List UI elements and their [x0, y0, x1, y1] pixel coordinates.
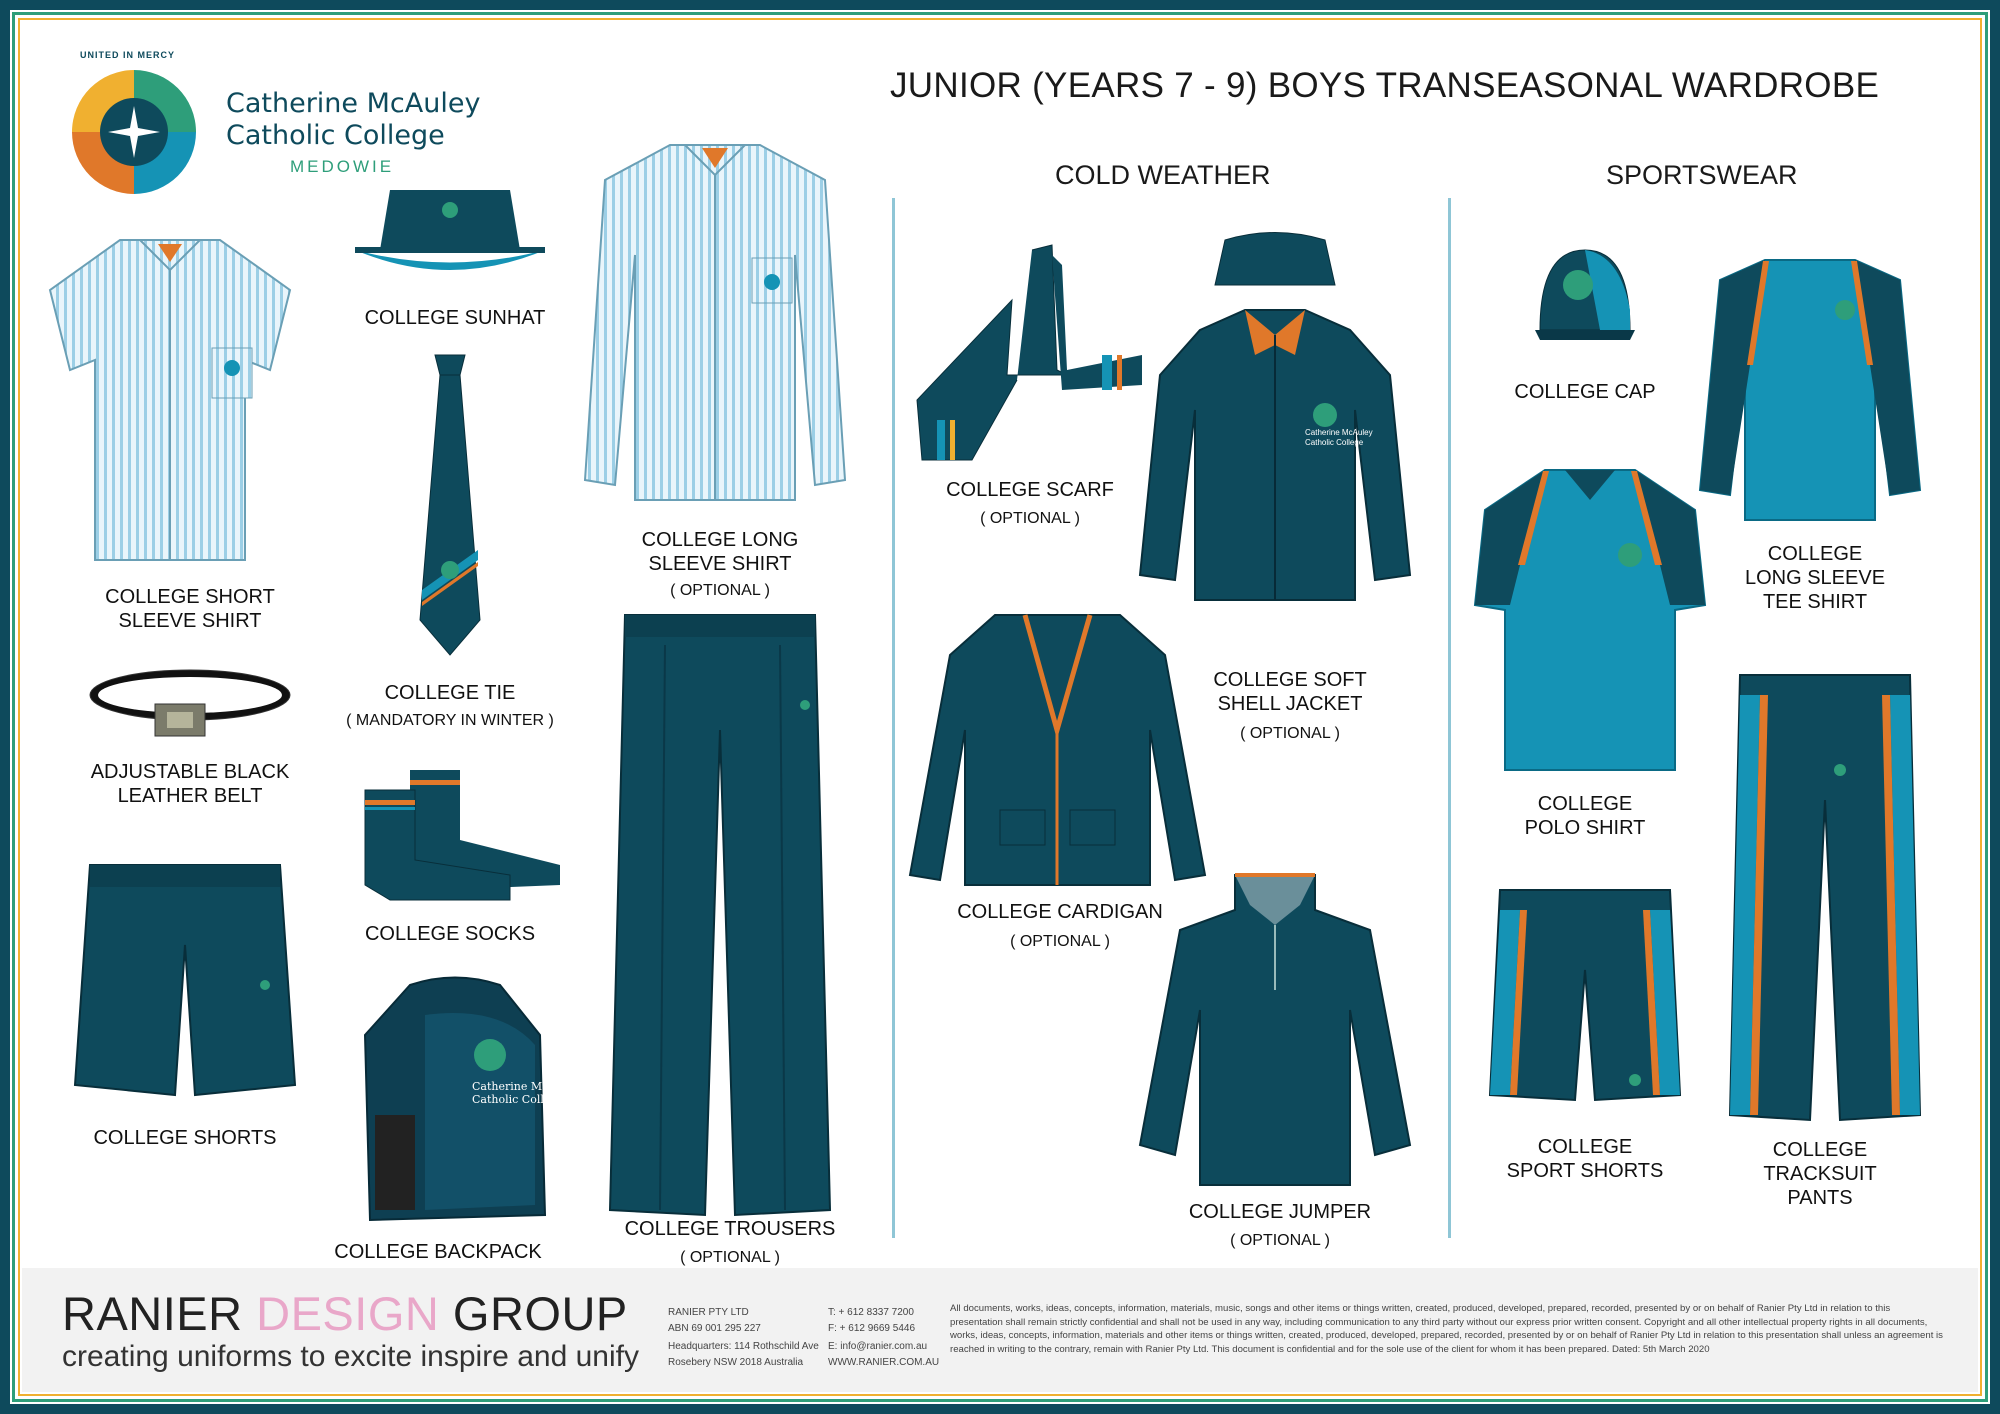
label-scarf: COLLEGE SCARF — [946, 479, 1114, 501]
soft-shell-jacket-icon — [1135, 235, 1415, 610]
divider-right — [1448, 198, 1451, 1238]
ranier-tagline: creating uniforms to excite inspire and unify — [62, 1340, 639, 1373]
label-cardigan: COLLEGE CARDIGAN — [957, 901, 1163, 923]
label-shorts: COLLEGE SHORTS — [93, 1127, 277, 1149]
jumper-icon — [1135, 870, 1415, 1190]
cap-icon — [1530, 240, 1640, 350]
footer-company: RANIER PTY LTD — [668, 1307, 749, 1318]
scarf-icon — [912, 240, 1152, 470]
label-sunhat: COLLEGE SUNHAT — [364, 307, 546, 329]
label-socks: COLLEGE SOCKS — [364, 923, 536, 945]
school-name-line2: Catholic College — [226, 120, 445, 151]
trousers-icon — [605, 610, 835, 1220]
tracksuit-pants-icon — [1725, 650, 1925, 1130]
label-short-sleeve-shirt: COLLEGE SHORT SLEEVE SHIRT — [105, 586, 275, 632]
long-sleeve-tee-icon — [1695, 255, 1925, 525]
ranier-logo-word3: GROUP — [452, 1287, 628, 1340]
soft-shell-jacket-note: ( OPTIONAL ) — [1240, 725, 1340, 742]
label-tracksuit-pants: COLLEGE TRACKSUIT PANTS — [1763, 1139, 1877, 1209]
ranier-logo-word2: DESIGN — [256, 1287, 453, 1340]
label-tie: COLLEGE TIE — [384, 682, 516, 704]
footer-website[interactable]: WWW.RANIER.COM.AU — [828, 1357, 940, 1368]
footer-fax: F: + 612 9669 5446 — [828, 1323, 916, 1334]
label-long-sleeve-shirt: COLLEGE LONG SLEEVE SHIRT — [641, 529, 799, 575]
footer-hq: Headquarters: 114 Rothschild Ave — [668, 1341, 819, 1352]
trousers-note: ( OPTIONAL ) — [680, 1249, 780, 1266]
label-belt: ADJUSTABLE BLACK LEATHER BELT — [90, 761, 290, 807]
divider-left — [892, 198, 895, 1238]
belt-icon — [85, 660, 295, 740]
cardigan-icon — [905, 610, 1210, 890]
ranier-logo — [62, 1286, 628, 1341]
tie-icon — [410, 350, 490, 660]
label-trousers: COLLEGE TROUSERS — [624, 1218, 836, 1240]
footer-phone: T: + 612 8337 7200 — [828, 1307, 914, 1318]
school-logo-icon — [64, 62, 204, 202]
backpack-school-text: Catherine McAuley Catholic College — [472, 1080, 580, 1106]
footer-abn: ABN 69 001 295 227 — [668, 1323, 761, 1334]
school-location: MEDOWIE — [290, 157, 395, 176]
long-sleeve-shirt-note: ( OPTIONAL ) — [670, 582, 770, 599]
label-polo-shirt: COLLEGE POLO SHIRT — [1524, 793, 1646, 839]
jumper-note: ( OPTIONAL ) — [1230, 1232, 1330, 1249]
section-sportswear: SPORTSWEAR — [1606, 160, 1798, 190]
cardigan-note: ( OPTIONAL ) — [1010, 933, 1110, 950]
label-sport-shorts: COLLEGE SPORT SHORTS — [1506, 1136, 1664, 1182]
label-jumper: COLLEGE JUMPER — [1188, 1201, 1372, 1223]
school-motto: UNITED IN MERCY — [80, 50, 176, 60]
jacket-school-text: Catherine McAuley Catholic College — [1305, 428, 1373, 447]
page-title: JUNIOR (YEARS 7 - 9) BOYS TRANSEASONAL WARDROBE — [890, 66, 1880, 105]
short-sleeve-shirt-icon — [40, 230, 300, 570]
label-cap: COLLEGE CAP — [1514, 381, 1656, 403]
section-cold-weather: COLD WEATHER — [1055, 160, 1271, 190]
label-backpack: COLLEGE BACKPACK — [334, 1241, 542, 1263]
footer-legal-text: All documents, works, ideas, concepts, information, materials, music, songs and other items or things written, created, produced, developed, prepared, recorded, presented by or on behalf of Ranier Pty Ltd in relation to this presentation shall remain strictly confidential and shall not be used in any way, including communication to any third party without our express prior written consent. Copyright and all other intellectual property rights in all documents, works, ideas, concepts, information, materials and other items or things written, created, produced, developed, prepared, recorded, presented by or on behalf of Ranier Pty Ltd in relation to this presentation shall unless an agreement is reached in writing to the contrary, remain with Ranier Pty Ltd. This document is confidential and for the sole use of the client for whom it has been prepared. Dated: 5th March 2020 — [950, 1303, 1943, 1355]
scarf-note: ( OPTIONAL ) — [980, 510, 1080, 527]
label-long-sleeve-tee: COLLEGE LONG SLEEVE TEE SHIRT — [1744, 543, 1886, 613]
footer-hq2: Rosebery NSW 2018 Australia — [668, 1357, 804, 1368]
footer-email[interactable]: E: info@ranier.com.au — [828, 1341, 928, 1352]
long-sleeve-shirt-icon — [580, 140, 850, 510]
sport-shorts-icon — [1485, 880, 1685, 1110]
school-name-line1: Catherine McAuley — [226, 88, 481, 119]
tie-note: ( MANDATORY IN WINTER ) — [346, 712, 554, 729]
socks-icon — [360, 765, 570, 905]
ranier-logo-word1: RANIER — [62, 1287, 257, 1340]
polo-shirt-icon — [1470, 465, 1710, 775]
sunhat-icon — [350, 180, 550, 290]
college-shorts-icon — [70, 855, 300, 1105]
label-soft-shell-jacket: COLLEGE SOFT SHELL JACKET — [1213, 669, 1367, 715]
